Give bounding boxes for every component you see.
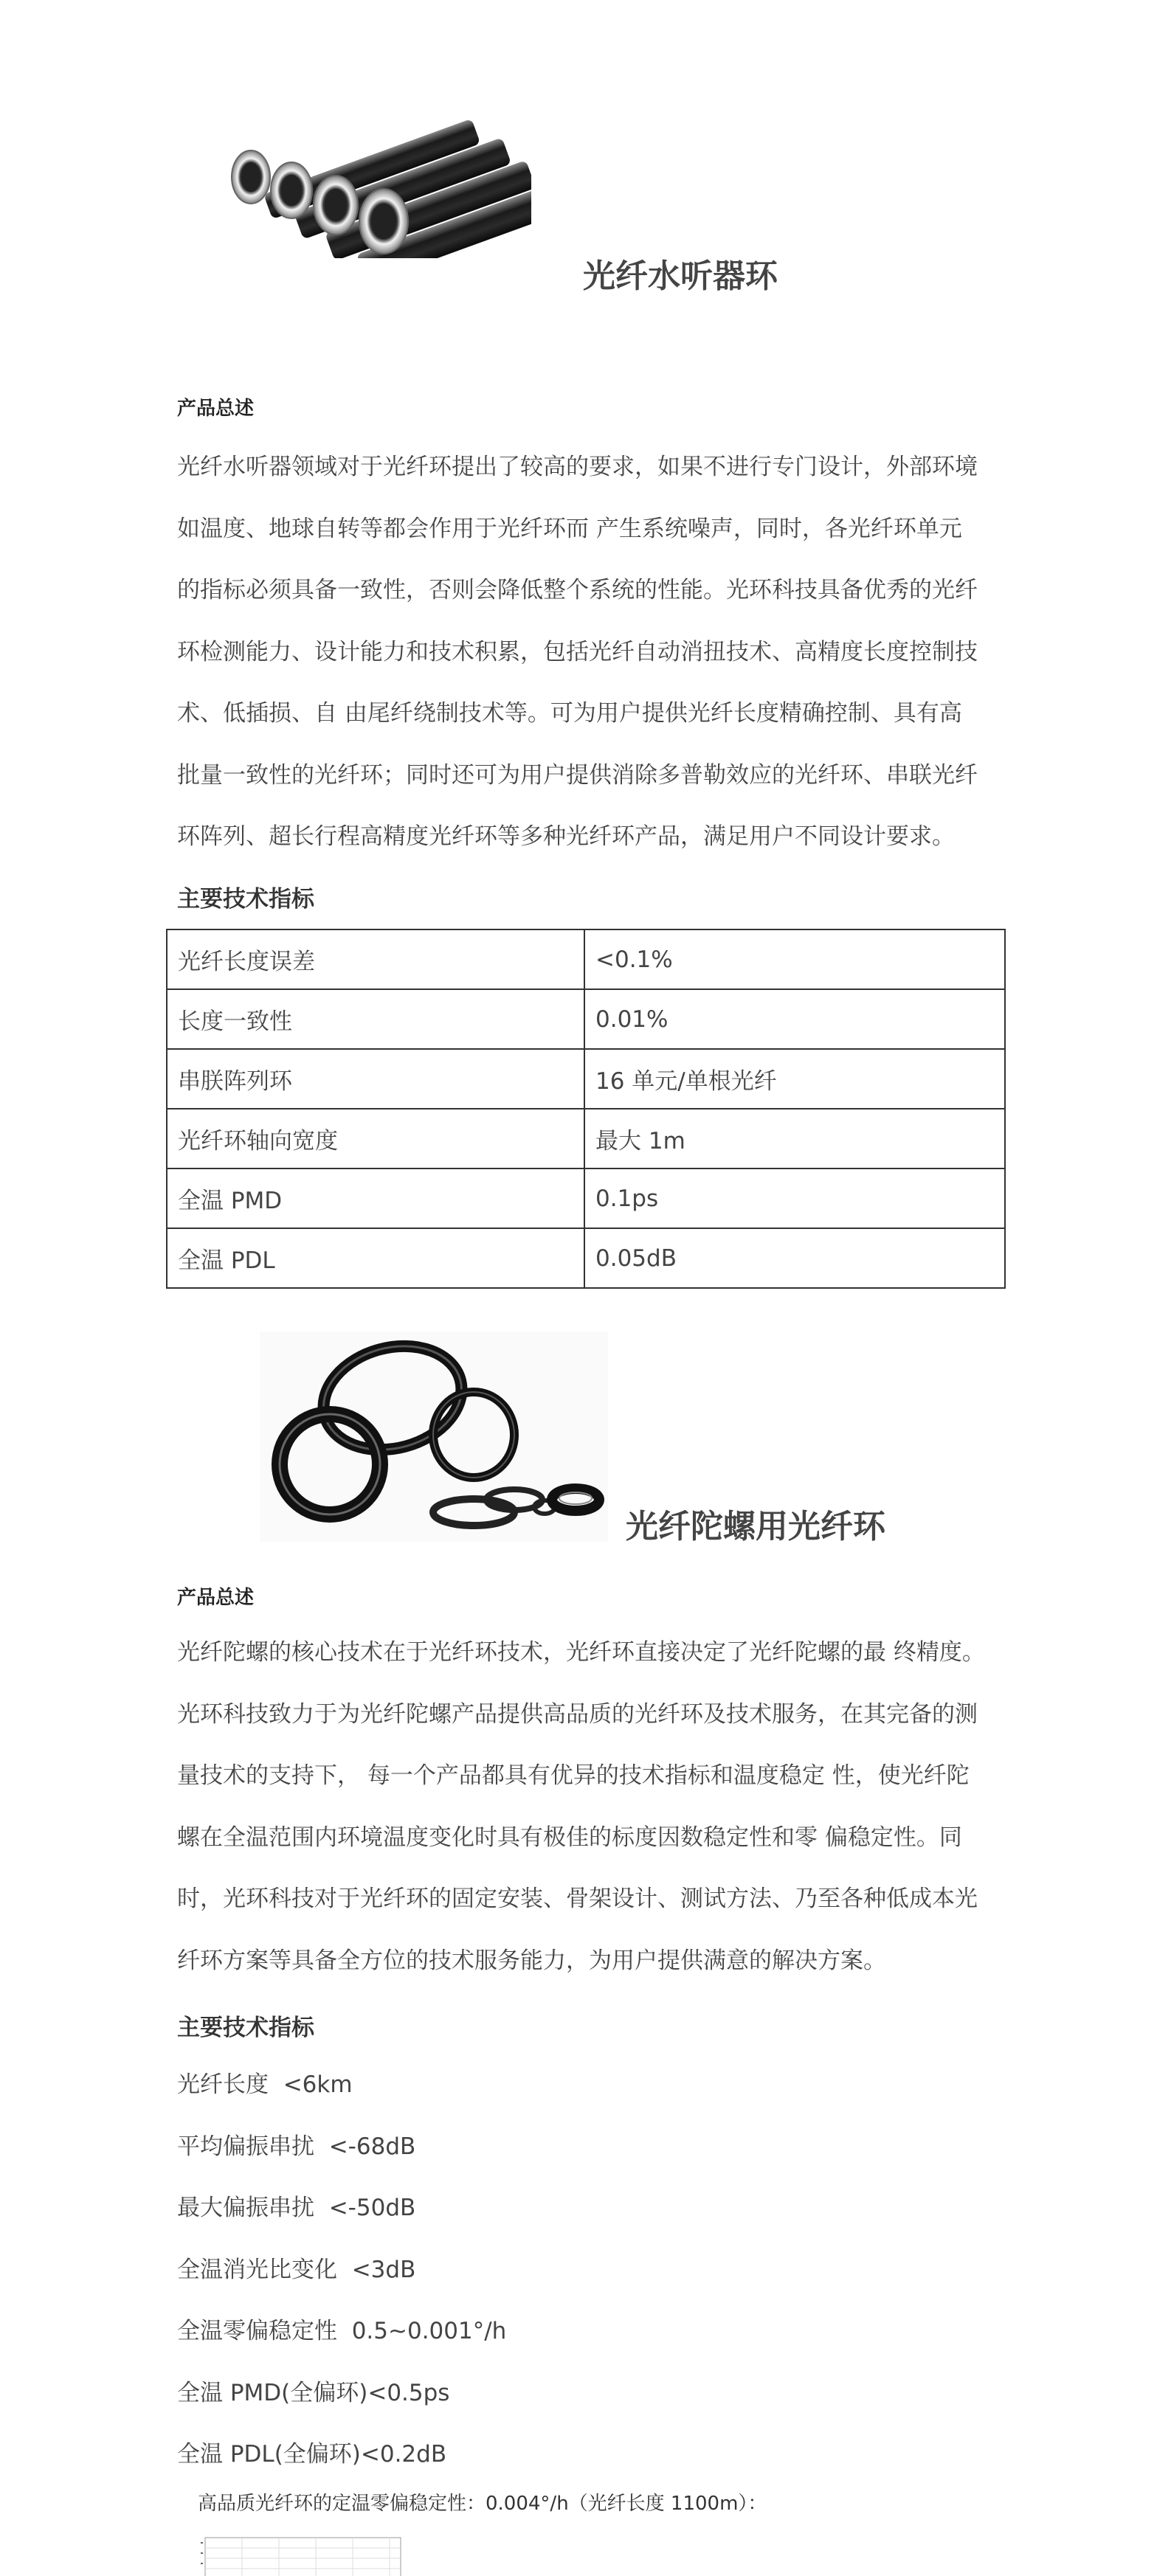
bias-stability-caption: 高品质光纤环的定温零偏稳定性：0.004°/h（光纤长度 1100m）： — [198, 2493, 767, 2515]
product1-title: 光纤水听器环 — [583, 257, 778, 295]
spec-name-cell: 长度一致性 — [167, 989, 584, 1049]
list-item: 平均偏振串扰 <-68dB — [177, 2133, 416, 2160]
paragraph-line: 环检测能力、设计能力和技术积累，包括光纤自动消扭技术、高精度长度控制技 — [177, 638, 978, 665]
product1-overview-paragraph — [177, 437, 1004, 868]
list-item: 最大偏振串扰 <-50dB — [177, 2195, 416, 2221]
spec-name-cell: 全温 PDL — [167, 1228, 584, 1288]
table-row — [167, 929, 1005, 989]
spec-name-cell: 光纤环轴向宽度 — [167, 1109, 584, 1168]
table-row — [167, 1168, 1005, 1228]
paragraph-line: 纤环方案等具备全方位的技术服务能力，为用户提供满意的解决方案。 — [177, 1947, 886, 1974]
spec-value-cell: 最大 1m — [584, 1109, 1005, 1168]
list-item: 全温 PDL(全偏环)<0.2dB — [177, 2441, 447, 2468]
product1-spec-label: 主要技术指标 — [177, 886, 314, 913]
list-item: 光纤长度 <6km — [177, 2071, 353, 2098]
paragraph-line: 如温度、地球自转等都会作用于光纤环而 产生系统噪声，同时，各光纤环单元 — [177, 515, 962, 542]
paragraph-line: 术、低插损、自 由尾纤绕制技术等。可为用户提供光纤长度精确控制、具有高 — [177, 700, 962, 727]
paragraph-line: 环阵列、超长行程高精度光纤环等多种光纤环产品，满足用户不同设计要求。 — [177, 823, 955, 850]
table-row — [167, 1228, 1005, 1288]
paragraph-line: 批量一致性的光纤环；同时还可为用户提供消除多普勒效应的光纤环、串联光纤 — [177, 761, 978, 789]
list-item: 全温零偏稳定性 0.5~0.001°/h — [177, 2318, 507, 2344]
spec-name-cell: 串朕阵列环 — [167, 1049, 584, 1109]
product2-spec-list — [177, 2054, 506, 2486]
paragraph-line: 的指标必须具备一致性，否则会降低整个系统的性能。光环科技具备优秀的光纤 — [177, 577, 978, 603]
paragraph-line: 光纤陀螺的核心技术在于光纤环技术，光纤环直接决定了光纤陀螺的最 终精度。 — [177, 1639, 985, 1666]
table-row — [167, 1109, 1005, 1168]
product2-overview-paragraph — [177, 1622, 1004, 1992]
table-row — [167, 1049, 1005, 1109]
product2-overview-label: 产品总述 — [177, 1587, 255, 1609]
bias-stability-chart-thumbnail — [198, 2532, 408, 2576]
paragraph-line: 量技术的支持下， 每一个产品都具有优异的技术指标和温度稳定 性，使光纤陀 — [177, 1762, 970, 1789]
list-item: 全温消光比变化 <3dB — [177, 2256, 416, 2283]
spec-value-cell: 0.01% — [584, 989, 1005, 1049]
spec-value-cell: 16 单元/单根光纤 — [584, 1049, 1005, 1109]
product2-spec-label: 主要技术指标 — [177, 2015, 314, 2041]
spec-name-cell: 光纤长度误差 — [167, 929, 584, 989]
spec-value-cell: 0.1ps — [584, 1168, 1005, 1228]
spec-value-cell: <0.1% — [584, 929, 1005, 989]
paragraph-line: 时，光环科技对于光纤环的固定安装、骨架设计、测试方法、乃至各种低成本光 — [177, 1886, 978, 1912]
table-row — [167, 989, 1005, 1049]
list-item: 全温 PMD(全偏环)<0.5ps — [177, 2379, 450, 2406]
product2-title: 光纤陀螺用光纤环 — [626, 1508, 885, 1545]
gyroscope-fiber-ring-image — [260, 1332, 608, 1542]
paragraph-line: 光环科技致力于为光纤陀螺产品提供高品质的光纤环及技术服务，在其完备的测 — [177, 1700, 978, 1728]
product1-spec-table — [166, 929, 1006, 1289]
spec-value-cell: 0.05dB — [584, 1228, 1005, 1288]
paragraph-line: 螺在全温范围内环境温度变化时具有极佳的标度因数稳定性和零 偏稳定性。同 — [177, 1824, 962, 1851]
spec-name-cell: 全温 PMD — [167, 1168, 584, 1228]
product1-overview-label: 产品总述 — [177, 398, 255, 420]
paragraph-line: 光纤水听器领域对于光纤环提出了较高的要求，如果不进行专门设计，外部环境 — [177, 454, 978, 480]
fiber-hydrophone-ring-image — [221, 103, 531, 258]
